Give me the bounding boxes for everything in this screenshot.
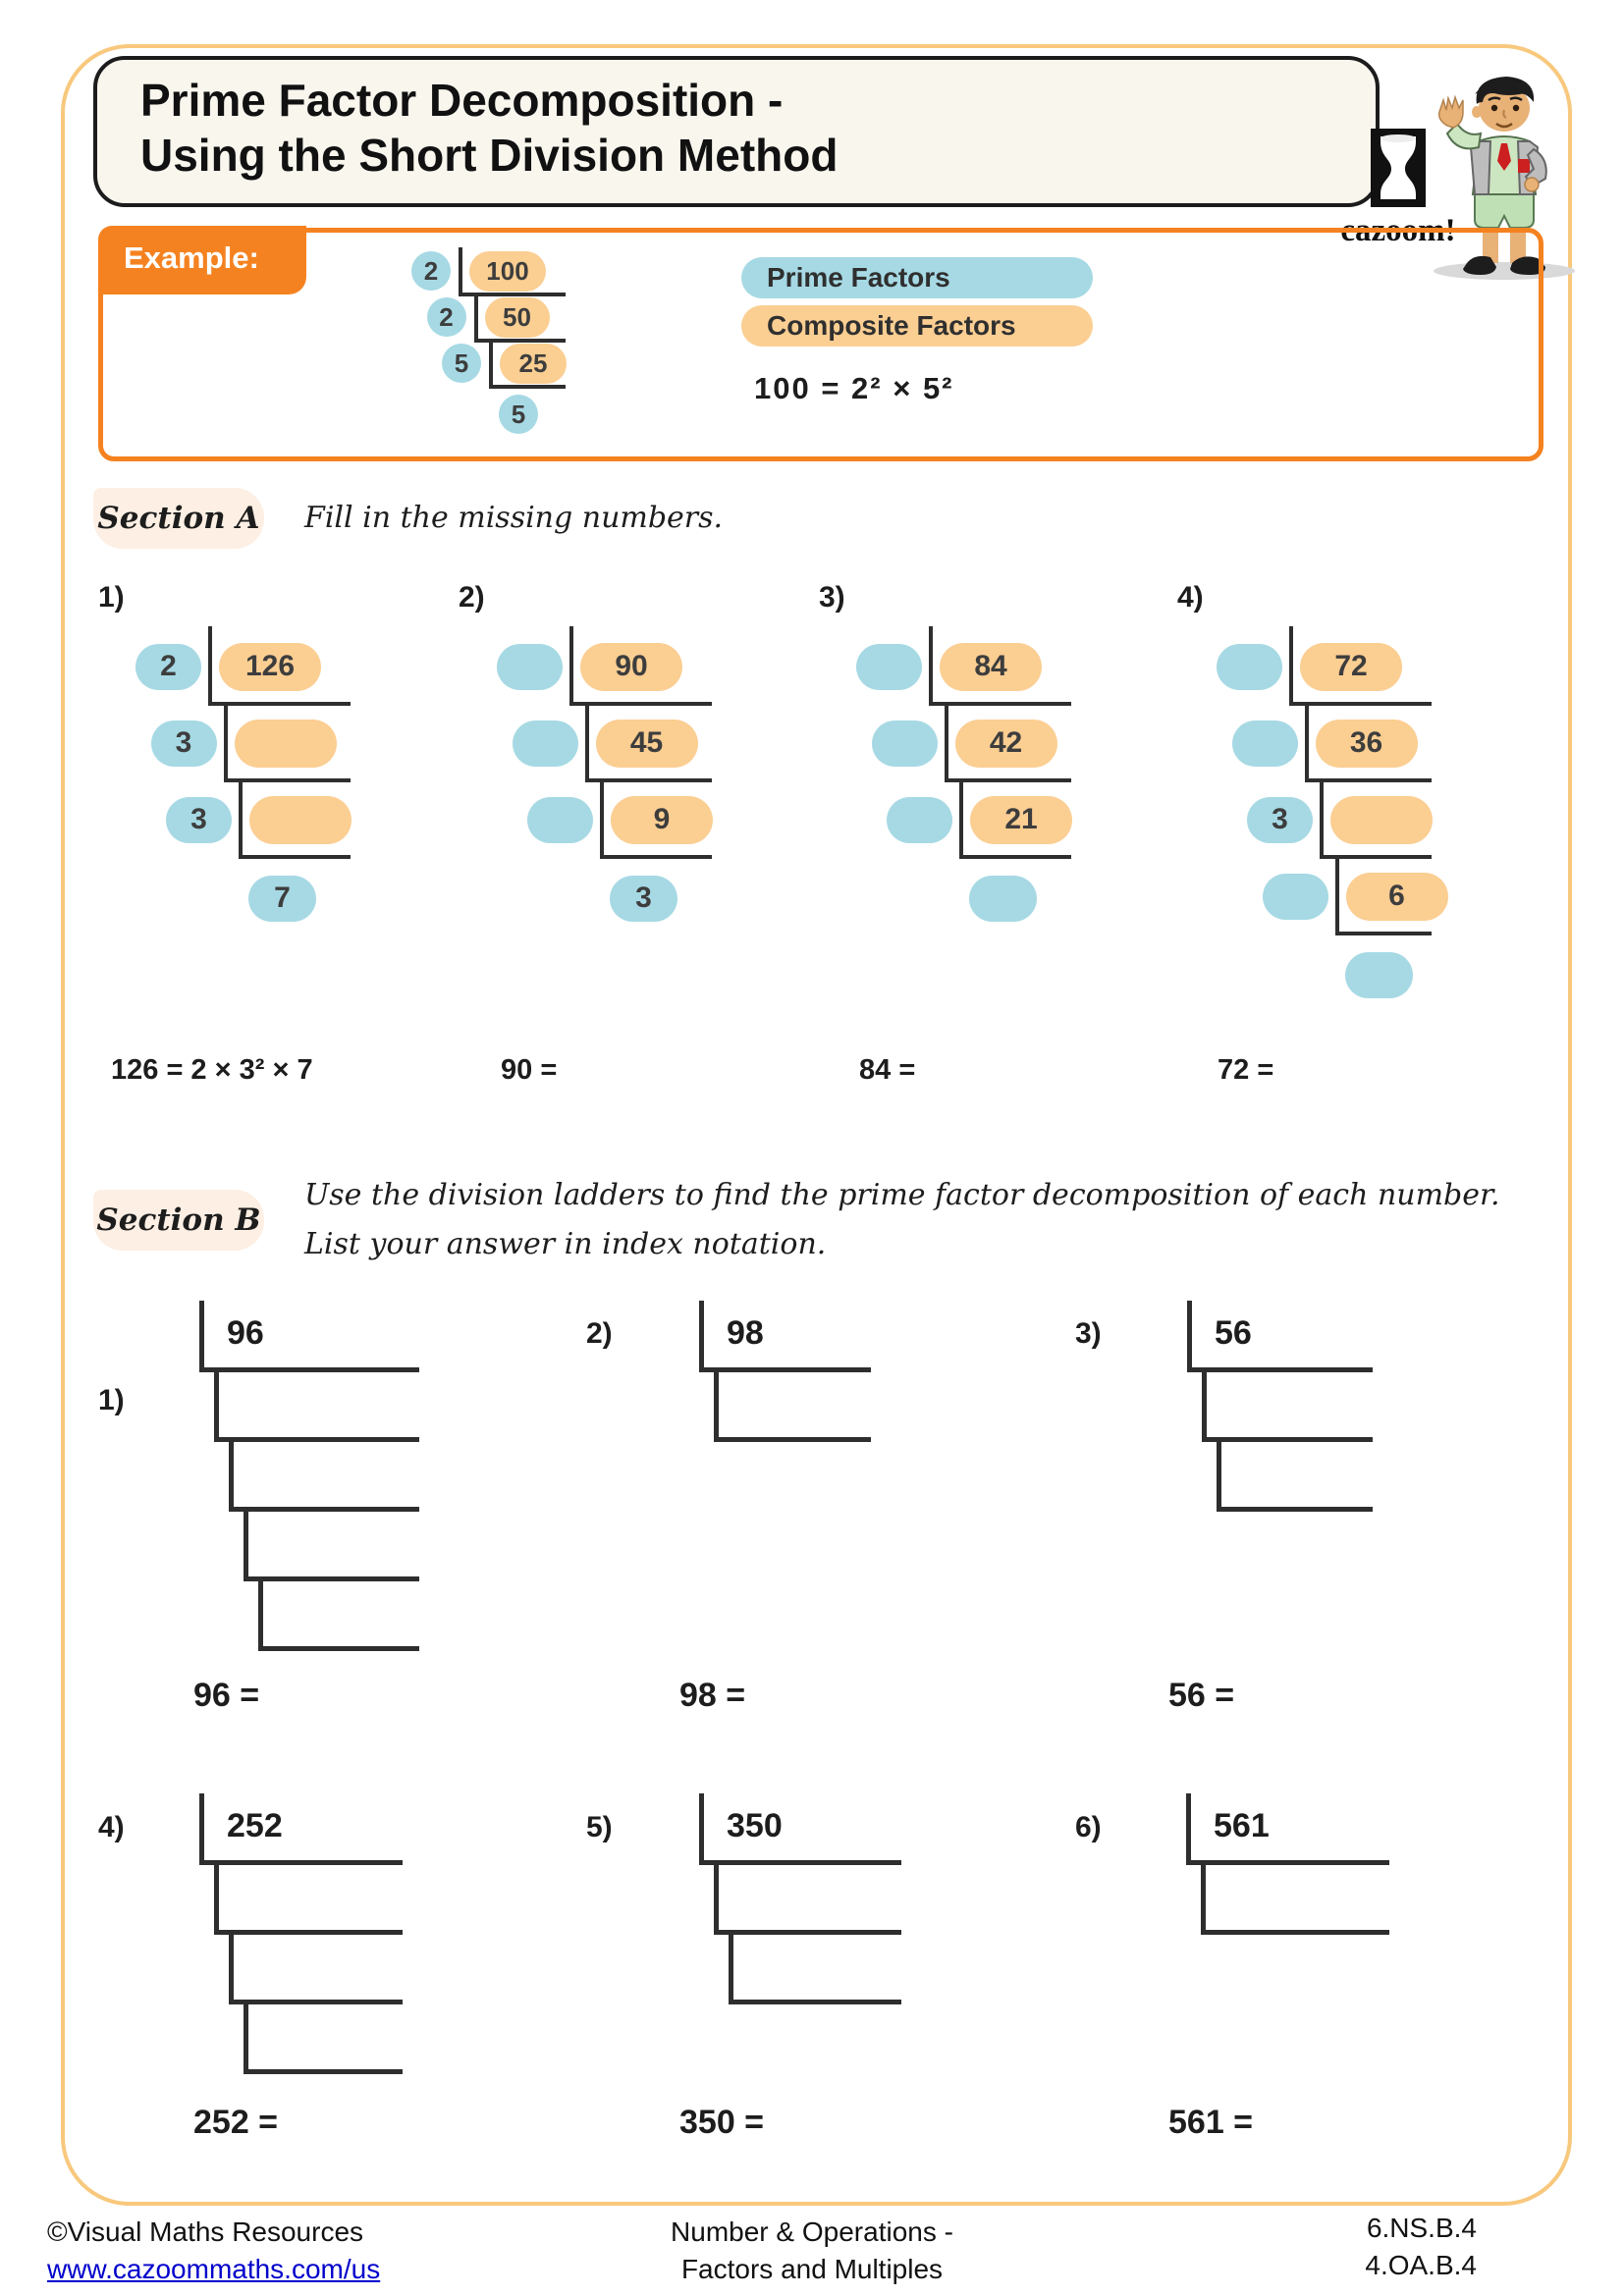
ladder-b3-rung bbox=[1202, 1437, 1374, 1442]
logo-text: cazoom! bbox=[1340, 213, 1456, 248]
answer-line-84: 84 = bbox=[859, 1054, 916, 1086]
problem-b5-number: 5) bbox=[586, 1811, 613, 1843]
ladder-a3-vline bbox=[929, 626, 933, 704]
page-title: Prime Factor Decomposition - bbox=[140, 75, 784, 126]
ladder-a3-vline bbox=[959, 780, 963, 857]
example-equation: 100 = 2² × 5² bbox=[754, 371, 954, 405]
section-b-instruction-line2: List your answer in index notation. bbox=[304, 1227, 827, 1261]
composite-factor-pill: 72 bbox=[1300, 643, 1402, 691]
composite-factor-pill: 36 bbox=[1316, 720, 1418, 768]
composite-factor-pill bbox=[1330, 796, 1433, 844]
ladder-a3-vline bbox=[945, 704, 948, 780]
ladder-b1-vline bbox=[199, 1301, 204, 1369]
composite-factor-pill: 9 bbox=[611, 796, 713, 844]
answer-line-72: 72 = bbox=[1218, 1054, 1274, 1086]
composite-factor-pill: 21 bbox=[970, 796, 1072, 844]
footer-standard-2: 4.OA.B.4 bbox=[1365, 2250, 1477, 2280]
ladder-b6-value: 561 bbox=[1214, 1807, 1270, 1844]
final-prime-pill: 3 bbox=[610, 876, 677, 922]
composite-factor-pill bbox=[235, 720, 337, 768]
composite-factor-pill: 126 bbox=[219, 643, 321, 691]
problem-b2-number: 2) bbox=[586, 1317, 613, 1350]
answer-line-252: 252 = bbox=[193, 2104, 279, 2141]
ladder-b6-rung bbox=[1201, 1930, 1390, 1935]
ladder-a2-vline bbox=[569, 626, 573, 704]
prime-factor-pill bbox=[1232, 721, 1298, 767]
ladder-b1-rung bbox=[244, 1576, 420, 1581]
ladder-b2-value: 98 bbox=[727, 1314, 764, 1352]
ladder-b3-rung bbox=[1217, 1507, 1374, 1512]
ladder-a4-vline bbox=[1289, 626, 1293, 704]
ladder-b2-vline bbox=[699, 1301, 704, 1369]
ladder-a1-rung bbox=[239, 855, 351, 859]
answer-line-561: 561 = bbox=[1168, 2104, 1254, 2141]
ladder-a4-vline bbox=[1335, 857, 1339, 934]
problem-a4-number: 4) bbox=[1177, 581, 1204, 614]
prime-factor-pill bbox=[497, 644, 563, 690]
ladder-a4-vline bbox=[1320, 780, 1324, 857]
ladder-b1-vline bbox=[214, 1369, 219, 1439]
section-b-instruction-line1: Use the division ladders to find the prime factor decomposition of each number. bbox=[304, 1178, 1500, 1212]
prime-factor-pill bbox=[527, 797, 593, 843]
ladder-b4-rung bbox=[229, 2000, 404, 2004]
example-composite-pill: 50 bbox=[485, 297, 550, 338]
legend-prime-factors: Prime Factors bbox=[741, 257, 1093, 298]
ladder-b1-vline bbox=[229, 1439, 234, 1509]
ladder-b2-rung bbox=[699, 1367, 872, 1372]
ladder-b5-rung bbox=[714, 1930, 902, 1935]
section-b-label: Section B bbox=[93, 1190, 264, 1251]
composite-factor-pill: 45 bbox=[596, 720, 698, 768]
ladder-b3-rung bbox=[1187, 1367, 1374, 1372]
final-prime-pill bbox=[969, 876, 1037, 922]
ladder-b4-vline bbox=[199, 1793, 204, 1862]
example-composite-pill: 25 bbox=[500, 344, 567, 384]
example-prime-pill: 2 bbox=[427, 297, 466, 337]
answer-line-98: 98 = bbox=[679, 1677, 746, 1714]
ladder-a1-vline bbox=[208, 626, 212, 704]
ladder-b4-rung bbox=[199, 1860, 404, 1865]
footer-copyright: ©Visual Maths Resources bbox=[47, 2216, 364, 2247]
composite-factor-pill: 6 bbox=[1346, 873, 1448, 921]
problem-a2-number: 2) bbox=[459, 581, 485, 614]
ladder-b4-vline bbox=[229, 1932, 234, 2002]
ladder-b1-vline bbox=[258, 1578, 263, 1648]
prime-factor-pill bbox=[887, 797, 952, 843]
problem-b4-number: 4) bbox=[98, 1811, 125, 1843]
example-label: Example: bbox=[98, 226, 306, 294]
ladder-b5-value: 350 bbox=[727, 1807, 783, 1844]
ladder-a2-rung bbox=[600, 855, 712, 859]
ladder-a2-vline bbox=[585, 704, 589, 780]
example-ladder-vline bbox=[459, 247, 462, 294]
ladder-a2-rung bbox=[569, 702, 712, 706]
ladder-b4-value: 252 bbox=[227, 1807, 283, 1844]
footer-link[interactable]: www.cazoommaths.com/us bbox=[47, 2254, 381, 2284]
ladder-b1-rung bbox=[199, 1367, 420, 1372]
answer-line-56: 56 = bbox=[1168, 1677, 1235, 1714]
example-prime-pill: 2 bbox=[411, 251, 451, 291]
example-composite-pill: 100 bbox=[469, 251, 546, 292]
prime-factor-pill: 3 bbox=[151, 721, 217, 767]
problem-a1-number: 1) bbox=[98, 581, 125, 614]
ladder-b6-rung bbox=[1186, 1860, 1390, 1865]
ladder-b1-rung bbox=[258, 1646, 420, 1651]
example-final-prime-pill: 5 bbox=[499, 395, 538, 434]
ladder-a3-rung bbox=[959, 855, 1071, 859]
example-ladder-vline bbox=[474, 294, 478, 341]
title-box bbox=[93, 56, 1456, 248]
ladder-b4-rung bbox=[214, 1930, 404, 1935]
ladder-b1-rung bbox=[229, 1507, 420, 1512]
composite-factor-pill: 84 bbox=[940, 643, 1042, 691]
ladder-b1-rung bbox=[214, 1437, 420, 1442]
ladder-a3-rung bbox=[929, 702, 1071, 706]
answer-line-96: 96 = bbox=[193, 1677, 260, 1714]
ladder-b5-vline bbox=[699, 1793, 704, 1862]
ladder-b4-vline bbox=[214, 1862, 219, 1932]
composite-factor-pill: 90 bbox=[580, 643, 682, 691]
example-ladder-rung bbox=[474, 339, 567, 343]
ladder-b3-vline bbox=[1217, 1439, 1221, 1509]
prime-factor-pill bbox=[856, 644, 922, 690]
problem-b6-number: 6) bbox=[1075, 1811, 1102, 1843]
page-title-line2: Using the Short Division Method bbox=[140, 130, 839, 181]
ladder-b3-vline bbox=[1187, 1301, 1192, 1369]
problem-b1-number: 1) bbox=[98, 1384, 125, 1416]
ladder-b2-vline bbox=[714, 1369, 719, 1439]
ladder-b2-rung bbox=[714, 1437, 872, 1442]
prime-factor-pill: 3 bbox=[1247, 797, 1313, 843]
prime-factor-pill bbox=[1263, 874, 1328, 920]
footer-topic-line2: Factors and Multiples bbox=[680, 2254, 944, 2284]
problem-a3-number: 3) bbox=[819, 581, 845, 614]
answer-line-90: 90 = bbox=[501, 1054, 558, 1086]
prime-factor-pill bbox=[513, 721, 578, 767]
footer-standard-1: 6.NS.B.4 bbox=[1366, 2213, 1477, 2243]
ladder-b6-vline bbox=[1186, 1793, 1191, 1862]
answer-line-126: 126 = 2 × 3² × 7 bbox=[111, 1054, 313, 1086]
ladder-a1-rung bbox=[208, 702, 351, 706]
ladder-b1-value: 96 bbox=[227, 1314, 264, 1352]
ladder-a2-vline bbox=[600, 780, 604, 857]
ladder-a4-rung bbox=[1335, 932, 1433, 935]
legend-composite-factors: Composite Factors bbox=[741, 305, 1093, 347]
footer-topic-line1: Number & Operations - bbox=[671, 2216, 953, 2247]
section-a-instruction: Fill in the missing numbers. bbox=[304, 501, 724, 535]
ladder-a1-vline bbox=[239, 780, 243, 857]
ladder-b3-vline bbox=[1202, 1369, 1207, 1439]
ladder-a1-vline bbox=[224, 704, 228, 780]
ladder-b4-rung bbox=[244, 2069, 404, 2074]
ladder-b5-vline bbox=[729, 1932, 733, 2002]
example-prime-pill: 5 bbox=[442, 344, 481, 383]
prime-factor-pill bbox=[1217, 644, 1282, 690]
ladder-b3-value: 56 bbox=[1215, 1314, 1252, 1352]
ladder-b5-vline bbox=[714, 1862, 719, 1932]
section-a-label: Section A bbox=[93, 488, 264, 549]
prime-factor-pill bbox=[872, 721, 938, 767]
ladder-a4-vline bbox=[1305, 704, 1309, 780]
ladder-b6-vline bbox=[1201, 1862, 1206, 1932]
example-ladder-vline bbox=[489, 341, 493, 387]
ladder-b4-vline bbox=[244, 2002, 248, 2071]
final-prime-pill bbox=[1345, 952, 1413, 998]
ladder-a4-rung bbox=[1289, 702, 1432, 706]
final-prime-pill: 7 bbox=[248, 876, 316, 922]
problem-b3-number: 3) bbox=[1075, 1317, 1102, 1350]
ladder-b1-vline bbox=[244, 1509, 248, 1578]
ladder-b5-rung bbox=[729, 2000, 902, 2004]
composite-factor-pill: 42 bbox=[955, 720, 1057, 768]
prime-factor-pill: 2 bbox=[135, 644, 201, 690]
prime-factor-pill: 3 bbox=[166, 797, 232, 843]
ladder-b5-rung bbox=[699, 1860, 902, 1865]
example-ladder-rung bbox=[489, 385, 566, 389]
composite-factor-pill bbox=[249, 796, 352, 844]
answer-line-350: 350 = bbox=[679, 2104, 765, 2141]
